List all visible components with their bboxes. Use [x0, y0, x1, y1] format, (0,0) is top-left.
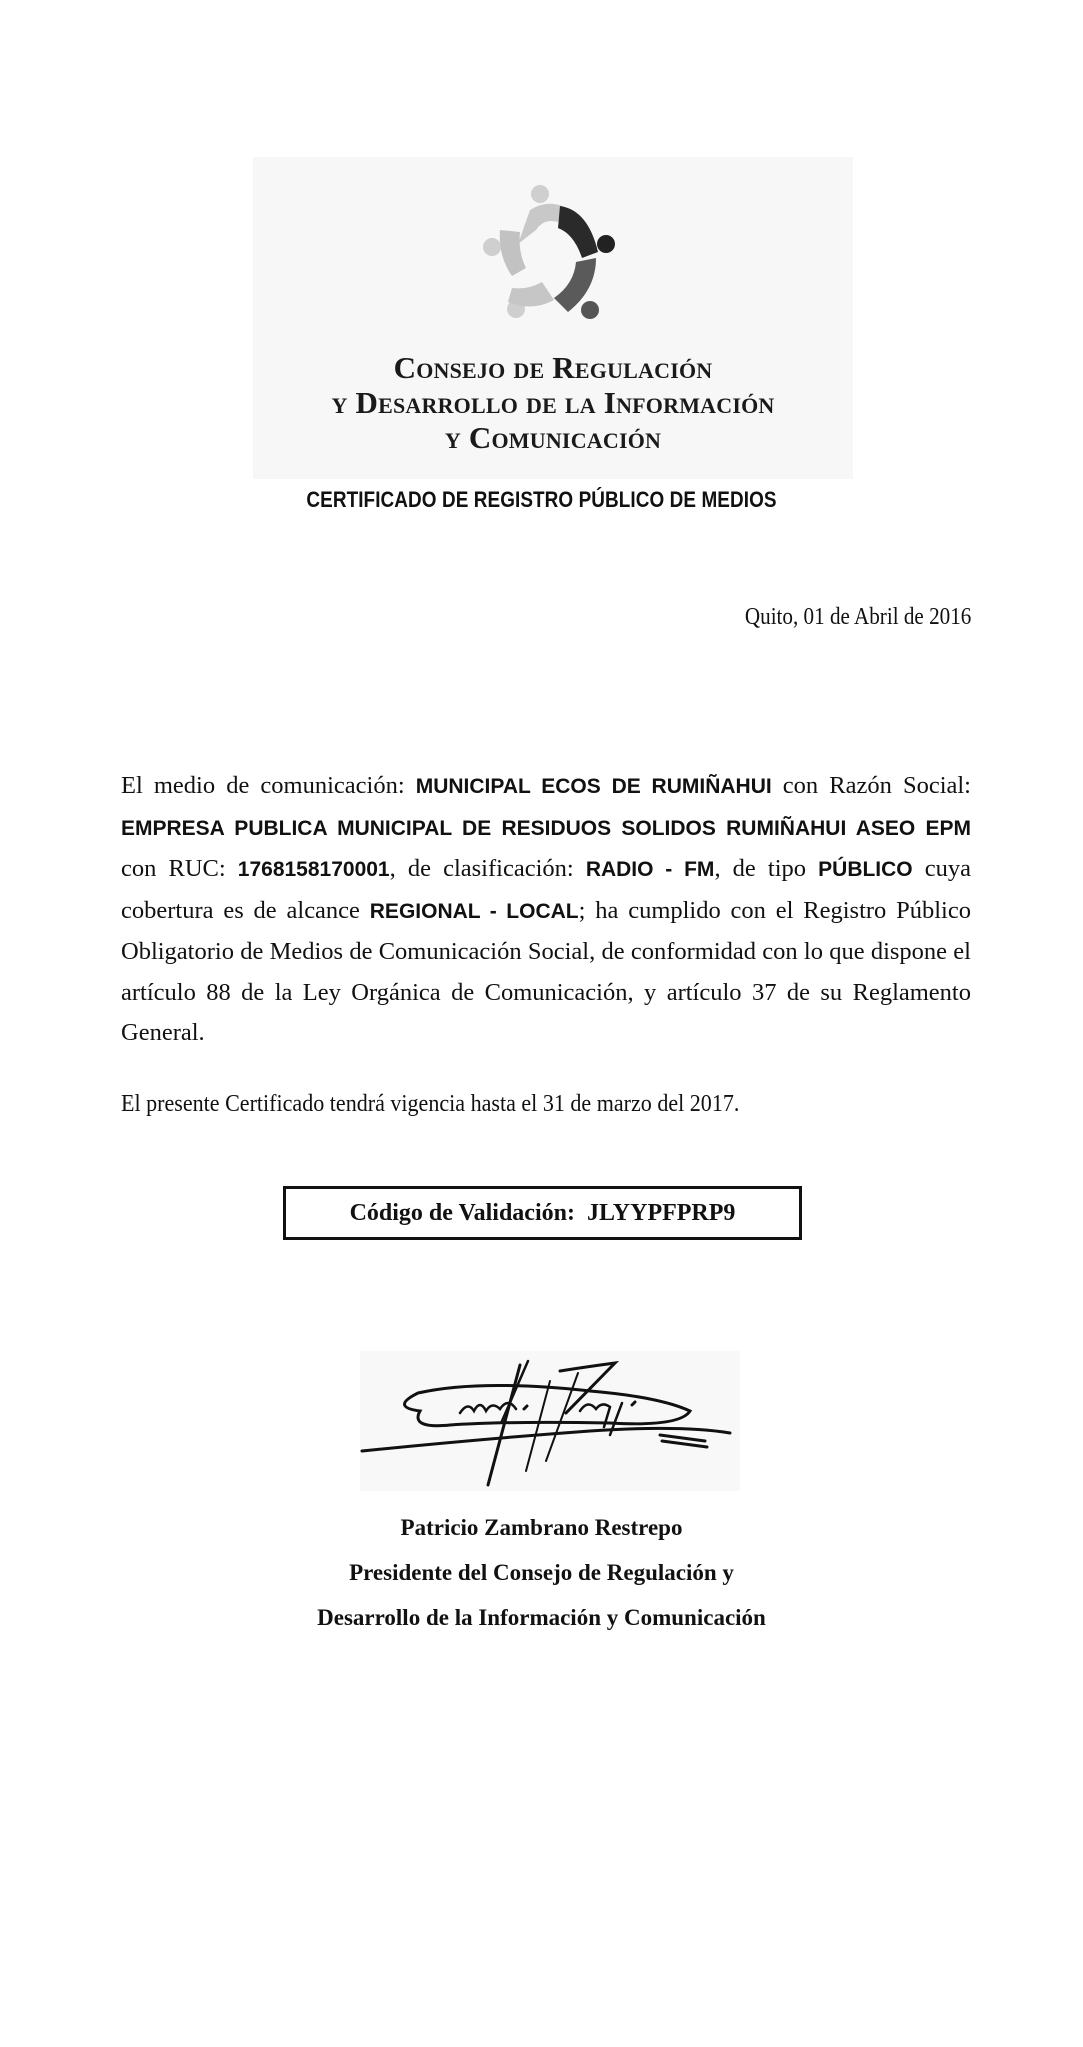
signer-name: Patricio Zambrano Restrepo — [400, 1515, 683, 1540]
signer-role-line-2: Desarrollo de la Información y Comunicación — [317, 1605, 766, 1630]
body-text: ; ha cumplido con el Registro Público Obligatorio de Medios de Comunicación Social, de conformidad con lo que dispone el artículo 88 de la Ley Orgánica de Comunicación, y artículo 37 de su Reglamento General. — [121, 896, 971, 1046]
handwritten-signature-icon — [360, 1351, 740, 1491]
body-text: cuya cobertura es de alcance — [121, 855, 971, 924]
body-text: con Razón Social: — [771, 772, 971, 799]
organization-name-line-3: y Comunicación — [444, 420, 662, 455]
body-text: , de clasificación: — [389, 855, 586, 882]
certificate-title: CERTIFICADO DE REGISTRO PÚBLICO DE MEDIOS — [306, 487, 777, 512]
body-text: con RUC: — [121, 855, 238, 882]
signature-image — [360, 1351, 740, 1491]
validity-statement: El presente Certificado tendrá vigencia hasta el 31 de marzo del 2017. — [121, 1090, 740, 1117]
organization-name-line-2: y Desarrollo de la Información — [331, 385, 775, 420]
media-type: PÚBLICO — [818, 858, 913, 881]
place-and-date: Quito, 01 de Abril de 2016 — [744, 604, 971, 630]
validation-code: JLYYPFPRP9 — [586, 1199, 736, 1226]
people-circle-logo-icon — [478, 172, 628, 322]
ruc-number: 1768158170001 — [237, 858, 390, 881]
company-name: EMPRESA PUBLICA MUNICIPAL DE RESIDUOS SOLIDOS RUMIÑAHUI ASEO EPM — [121, 816, 971, 840]
signer-block — [0, 1505, 1083, 1640]
media-name: MUNICIPAL ECOS DE RUMIÑAHUI — [415, 775, 772, 798]
organization-logo — [253, 157, 853, 479]
body-text: , de tipo — [714, 855, 819, 882]
validation-code-label: Código de Validación: — [349, 1199, 587, 1226]
body-text: El medio de comunicación: — [121, 772, 416, 799]
certificate-body — [121, 766, 971, 1054]
organization-name — [253, 350, 853, 455]
signer-role-line-1: Presidente del Consejo de Regulación y — [349, 1560, 734, 1585]
organization-name-line-1: Consejo de Regulación — [393, 350, 713, 385]
validation-code-box — [283, 1186, 802, 1240]
coverage-scope: REGIONAL - LOCAL — [369, 899, 579, 923]
media-classification: RADIO - FM — [585, 858, 715, 881]
